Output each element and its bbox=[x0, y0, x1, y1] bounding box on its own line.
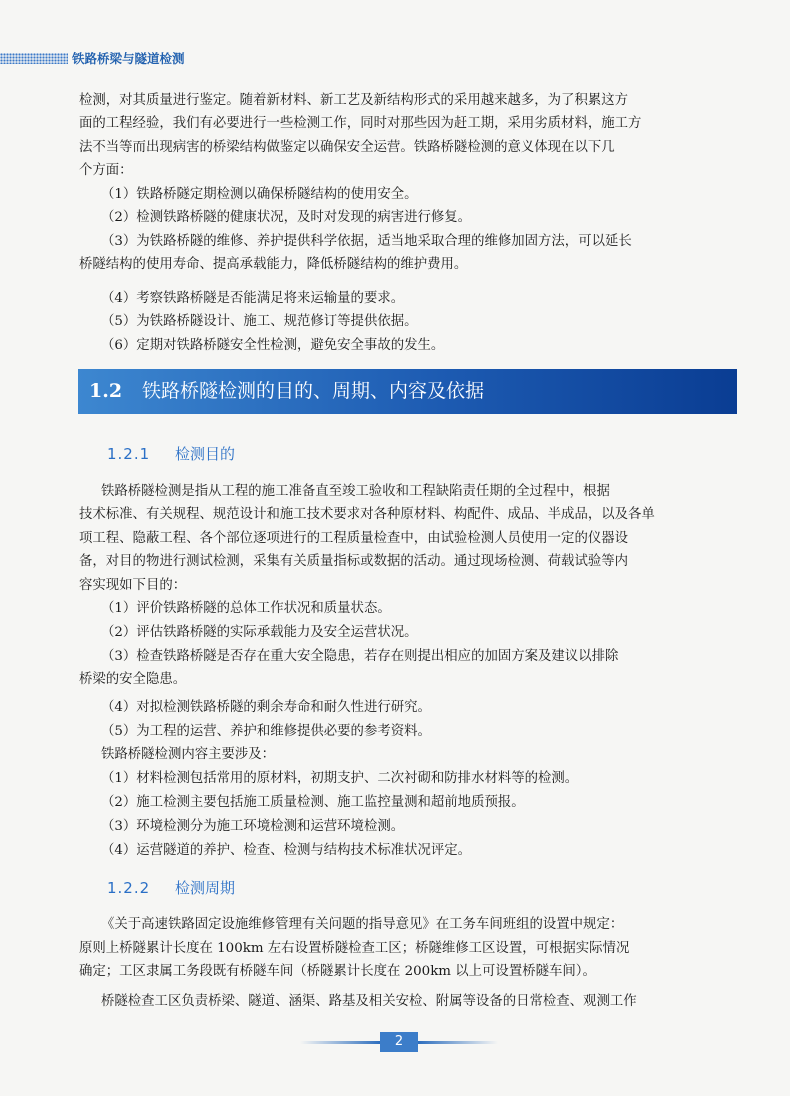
header-title: 铁路桥梁与隧道检测 bbox=[72, 51, 185, 66]
list-item: （6）定期对铁路桥隧安全性检测，避免安全事故的发生。 bbox=[101, 338, 445, 353]
section-title: 铁路桥隧检测的目的、周期、内容及依据 bbox=[142, 380, 485, 402]
subsection-number: 1.2.1 bbox=[107, 445, 151, 463]
list-item: （2）施工检测主要包括施工质量检测、施工监控量测和超前地质预报。 bbox=[101, 795, 525, 810]
paragraph-line: 技术标准、有关规程、规范设计和施工技术要求对各种原材料、构配件、成品、半成品，以及各单 bbox=[79, 507, 655, 522]
list-item: （2）检测铁路桥隧的健康状况，及时对发现的病害进行修复。 bbox=[101, 210, 472, 225]
list-item: （1）铁路桥隧定期检测以确保桥隧结构的使用安全。 bbox=[101, 187, 418, 202]
paragraph-line: 项工程、隐蔽工程、各个部位逐项进行的工程质量检查中，由试验检测人员使用一定的仪器设 bbox=[79, 531, 629, 546]
list-item: （4）考察铁路桥隧是否能满足将来运输量的要求。 bbox=[101, 291, 405, 306]
list-item: （3）环境检测分为施工环境检测和运营环境检测。 bbox=[101, 819, 405, 834]
list-item-continuation: 桥隧结构的使用寿命、提高承载能力，降低桥隧结构的维护费用。 bbox=[79, 257, 468, 272]
paragraph-line: 面的工程经验，我们有必要进行一些检测工作，同时对那些因为赶工期，采用劣质材料，施工方 bbox=[79, 116, 642, 131]
list-item: （2）评估铁路桥隧的实际承载能力及安全运营状况。 bbox=[101, 625, 418, 640]
page-footer bbox=[0, 1029, 790, 1051]
paragraph-line: 法不当等而出现病害的桥梁结构做鉴定以确保安全运营。铁路桥隧检测的意义体现在以下几 bbox=[79, 140, 615, 155]
list-item: （5）为铁路桥隧设计、施工、规范修订等提供依据。 bbox=[101, 314, 418, 329]
list-item: （3）为铁路桥隧的维修、养护提供科学依据，适当地采取合理的维修加固方法，可以延长 bbox=[101, 234, 632, 249]
paragraph-line: 备，对目的物进行测试检测，采集有关质量指标或数据的活动。通过现场检测、荷载试验等内 bbox=[79, 554, 629, 569]
footer-rule-left bbox=[300, 1041, 380, 1044]
list-item: （1）评价铁路桥隧的总体工作状况和质量状态。 bbox=[101, 601, 391, 616]
list-item: （5）为工程的运营、养护和维修提供必要的参考资料。 bbox=[101, 724, 431, 739]
section-number: 1.2 bbox=[89, 380, 123, 402]
paragraph-line: 容实现如下目的： bbox=[79, 578, 187, 593]
paragraph-line: 确定；工区隶属工务段既有桥隧车间（桥隧累计长度在 200km 以上可设置桥隧车间）。 bbox=[79, 964, 596, 979]
page-number-box bbox=[380, 1032, 418, 1052]
paragraph-line: 铁路桥隧检测是指从工程的施工准备直至竣工验收和工程缺陷责任期的全过程中，根据 bbox=[101, 484, 610, 499]
footer-rule-right bbox=[418, 1041, 498, 1044]
subsection-title: 检测周期 bbox=[175, 879, 236, 897]
subsection-number: 1.2.2 bbox=[107, 879, 151, 897]
page-number: 2 bbox=[394, 1034, 404, 1049]
paragraph-line: 铁路桥隧检测内容主要涉及： bbox=[101, 747, 276, 762]
list-item: （3）检查铁路桥隧是否存在重大安全隐患，若存在则提出相应的加固方案及建议以排除 bbox=[101, 649, 619, 664]
paragraph-line: 原则上桥隧累计长度在 100km 左右设置桥隧检查工区；桥隧维修工区设置，可根据实际情况 bbox=[79, 941, 630, 956]
paragraph-line: 个方面： bbox=[79, 163, 133, 178]
subsection-heading bbox=[107, 877, 235, 899]
paragraph-line: 桥隧检查工区负责桥梁、隧道、涵渠、路基及相关安检、附属等设备的日常检查、观测工作 bbox=[101, 994, 637, 1009]
section-heading bbox=[78, 369, 737, 414]
paragraph-line: 检测，对其质量进行鉴定。随着新材料、新工艺及新结构形式的采用越来越多，为了积累这方 bbox=[79, 93, 629, 108]
paragraph-line: 《关于高速铁路固定设施维修管理有关问题的指导意见》在工务车间班组的设置中规定： bbox=[101, 917, 624, 932]
list-item: （4）对拟检测铁路桥隧的剩余寿命和耐久性进行研究。 bbox=[101, 700, 431, 715]
subsection-title: 检测目的 bbox=[175, 445, 236, 463]
header-dot-pattern bbox=[0, 53, 68, 64]
list-item-continuation: 桥梁的安全隐患。 bbox=[79, 672, 187, 687]
running-header bbox=[0, 51, 260, 67]
subsection-heading bbox=[107, 443, 235, 465]
list-item: （1）材料检测包括常用的原材料，初期支护、二次衬砌和防排水材料等的检测。 bbox=[101, 771, 579, 786]
list-item: （4）运营隧道的养护、检查、检测与结构技术标准状况评定。 bbox=[101, 843, 472, 858]
